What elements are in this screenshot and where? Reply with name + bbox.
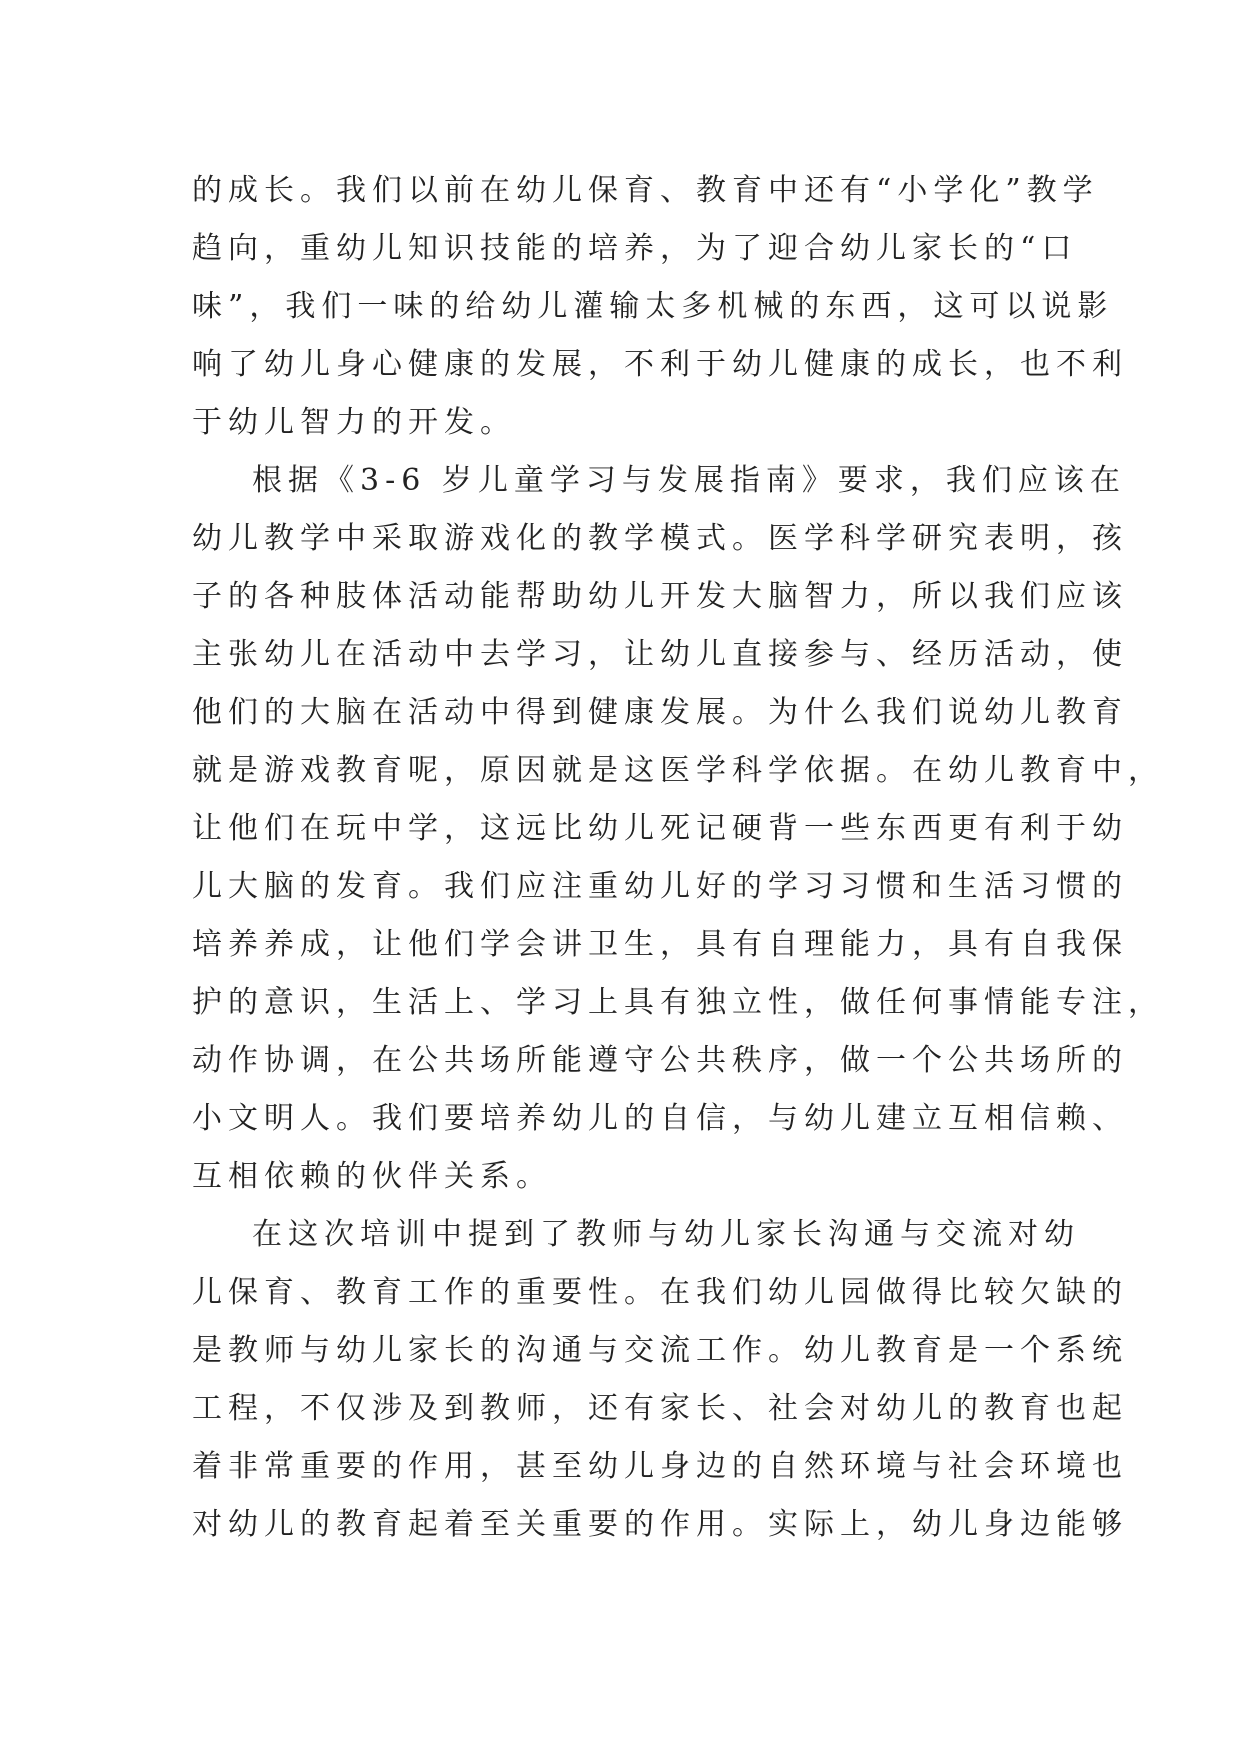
text-line: 就是游戏教育呢，原因就是这医学科学依据。在幼儿教育中， [192, 753, 1164, 788]
text-line: 儿大脑的发育。我们应注重幼儿好的学习习惯和生活习惯的 [192, 869, 1128, 904]
text-line: 着非常重要的作用，甚至幼儿身边的自然环境与社会环境也 [192, 1449, 1128, 1484]
text-line: 是教师与幼儿家长的沟通与交流工作。幼儿教育是一个系统 [192, 1333, 1128, 1368]
paragraph-start-line: 在这次培训中提到了教师与幼儿家长沟通与交流对幼 [252, 1217, 1080, 1252]
text-line: 趋向，重幼儿知识技能的培养，为了迎合幼儿家长的“口 [192, 231, 1078, 266]
text-line: 让他们在玩中学，这远比幼儿死记硬背一些东西更有利于幼 [192, 811, 1128, 846]
text-line: 培养养成，让他们学会讲卫生，具有自理能力，具有自我保 [192, 927, 1128, 962]
text-line: 动作协调，在公共场所能遵守公共秩序，做一个公共场所的 [192, 1043, 1128, 1078]
text-line: 儿保育、教育工作的重要性。在我们幼儿园做得比较欠缺的 [192, 1275, 1128, 1310]
text-line: 工程，不仅涉及到教师，还有家长、社会对幼儿的教育也起 [192, 1391, 1128, 1426]
text-line: 他们的大脑在活动中得到健康发展。为什么我们说幼儿教育 [192, 695, 1128, 730]
text-line: 幼儿教学中采取游戏化的教学模式。医学科学研究表明，孩 [192, 521, 1128, 556]
text-line: 小文明人。我们要培养幼儿的自信，与幼儿建立互相信赖、 [192, 1101, 1128, 1136]
text-line: 的成长。我们以前在幼儿保育、教育中还有“小学化”教学 [192, 173, 1099, 208]
text-line: 对幼儿的教育起着至关重要的作用。实际上，幼儿身边能够 [192, 1507, 1128, 1542]
text-line: 互相依赖的伙伴关系。 [192, 1159, 552, 1194]
text-line: 响了幼儿身心健康的发展，不利于幼儿健康的成长，也不利 [192, 347, 1128, 382]
text-line: 于幼儿智力的开发。 [192, 405, 516, 440]
body-text [192, 162, 1164, 1554]
text-line: 子的各种肢体活动能帮助幼儿开发大脑智力，所以我们应该 [192, 579, 1128, 614]
text-line: 味”，我们一味的给幼儿灌输太多机械的东西，这可以说影 [192, 289, 1114, 324]
text-line: 护的意识，生活上、学习上具有独立性，做任何事情能专注， [192, 985, 1164, 1020]
paragraph-start-line: 根据《3-6 岁儿童学习与发展指南》要求，我们应该在 [252, 463, 1126, 498]
text-line: 主张幼儿在活动中去学习，让幼儿直接参与、经历活动，使 [192, 637, 1128, 672]
